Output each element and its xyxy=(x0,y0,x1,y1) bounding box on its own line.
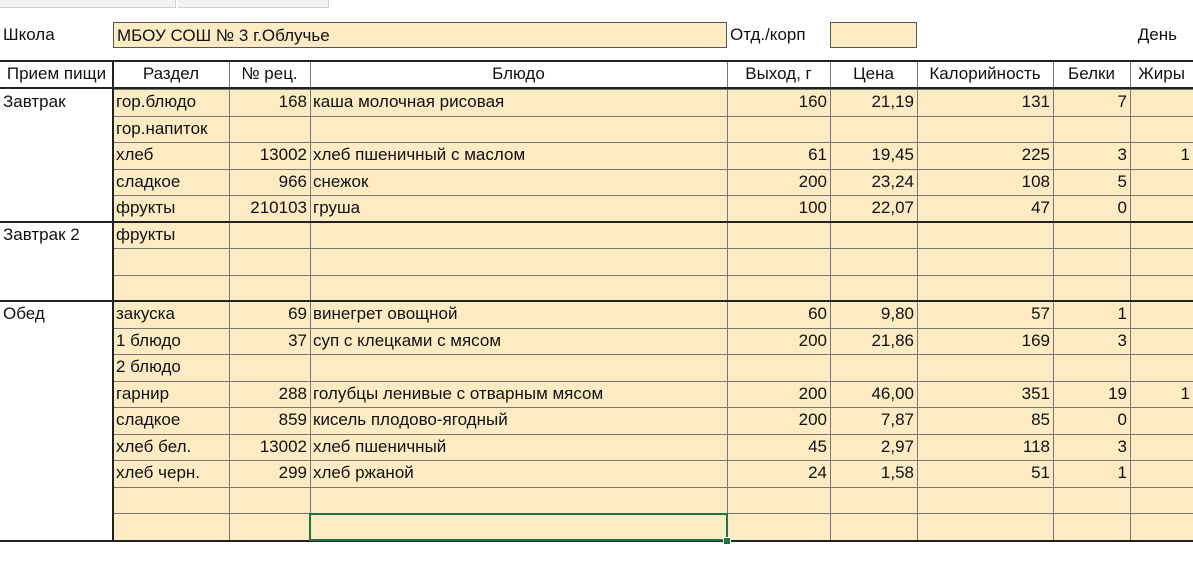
grid-line xyxy=(113,487,1193,488)
calories-cell[interactable]: 51 xyxy=(917,460,1053,487)
section-cell[interactable]: хлеб бел. xyxy=(113,434,229,461)
output-cell[interactable] xyxy=(727,354,830,381)
output-cell[interactable]: 45 xyxy=(727,434,830,461)
protein-cell[interactable]: 0 xyxy=(1053,195,1130,222)
section-cell[interactable]: фрукты xyxy=(113,195,229,222)
fat-cell[interactable] xyxy=(1130,407,1193,434)
border-line xyxy=(0,60,1193,62)
recipe-cell[interactable] xyxy=(229,248,310,275)
dish-cell[interactable]: суп с клецками с мясом xyxy=(310,328,727,355)
col-header-protein[interactable]: Белки xyxy=(1068,64,1115,83)
section-cell[interactable]: фрукты xyxy=(113,222,229,249)
fat-cell[interactable] xyxy=(1130,116,1193,143)
dish-cell[interactable]: хлеб пшеничный с маслом xyxy=(310,142,727,169)
border-line xyxy=(0,221,1193,223)
col-header-calories[interactable]: Калорийность xyxy=(929,64,1041,83)
recipe-cell[interactable] xyxy=(229,487,310,514)
grid-line xyxy=(113,328,1193,329)
output-cell[interactable] xyxy=(727,222,830,249)
protein-cell[interactable]: 3 xyxy=(1053,328,1130,355)
recipe-cell[interactable] xyxy=(229,275,310,302)
section-cell[interactable]: сладкое xyxy=(113,169,229,196)
price-cell[interactable] xyxy=(830,487,917,514)
recipe-cell[interactable]: 299 xyxy=(229,460,310,487)
price-cell[interactable]: 7,87 xyxy=(830,407,917,434)
recipe-cell[interactable]: 859 xyxy=(229,407,310,434)
output-cell[interactable] xyxy=(727,248,830,275)
calories-cell[interactable]: 351 xyxy=(917,381,1053,408)
price-cell[interactable] xyxy=(830,354,917,381)
calories-cell[interactable] xyxy=(917,116,1053,143)
section-cell[interactable]: 2 блюдо xyxy=(113,354,229,381)
price-cell[interactable]: 9,80 xyxy=(830,301,917,328)
fat-cell[interactable]: 1 xyxy=(1130,381,1193,408)
price-cell[interactable]: 19,45 xyxy=(830,142,917,169)
protein-cell[interactable] xyxy=(1053,116,1130,143)
calories-cell[interactable] xyxy=(917,354,1053,381)
output-cell[interactable]: 200 xyxy=(727,328,830,355)
protein-cell[interactable] xyxy=(1053,222,1130,249)
calories-cell[interactable] xyxy=(917,248,1053,275)
grid-line xyxy=(113,169,1193,170)
calories-cell[interactable]: 108 xyxy=(917,169,1053,196)
fat-cell[interactable] xyxy=(1130,195,1193,222)
recipe-cell[interactable]: 69 xyxy=(229,301,310,328)
dept-label: Отд./корп xyxy=(730,25,806,44)
section-cell[interactable]: гарнир xyxy=(113,381,229,408)
fat-cell[interactable] xyxy=(1130,222,1193,249)
output-cell[interactable]: 100 xyxy=(727,195,830,222)
dish-cell[interactable] xyxy=(310,248,727,275)
recipe-cell[interactable]: 13002 xyxy=(229,142,310,169)
protein-cell[interactable]: 5 xyxy=(1053,169,1130,196)
dish-cell[interactable]: каша молочная рисовая xyxy=(310,89,727,116)
recipe-cell[interactable] xyxy=(229,354,310,381)
dish-cell[interactable]: хлеб ржаной xyxy=(310,460,727,487)
protein-cell[interactable]: 3 xyxy=(1053,434,1130,461)
calories-cell[interactable]: 169 xyxy=(917,328,1053,355)
fat-cell[interactable] xyxy=(1130,434,1193,461)
grid-line xyxy=(113,460,1193,461)
dish-cell[interactable] xyxy=(310,487,727,514)
sheet-tab-strip xyxy=(0,0,1193,8)
section-cell[interactable]: сладкое xyxy=(113,407,229,434)
output-cell[interactable]: 200 xyxy=(727,381,830,408)
dish-cell[interactable] xyxy=(310,222,727,249)
price-cell[interactable] xyxy=(830,248,917,275)
fat-cell[interactable] xyxy=(1130,328,1193,355)
protein-cell[interactable]: 1 xyxy=(1053,301,1130,328)
fat-cell[interactable] xyxy=(1130,275,1193,302)
output-cell[interactable]: 200 xyxy=(727,407,830,434)
dept-value-cell[interactable] xyxy=(830,22,917,48)
grid-line xyxy=(113,195,1193,196)
dish-cell[interactable]: кисель плодово-ягодный xyxy=(310,407,727,434)
meal-label: Завтрак 2 xyxy=(3,224,80,244)
price-cell[interactable] xyxy=(830,222,917,249)
dish-cell[interactable]: снежок xyxy=(310,169,727,196)
grid-line xyxy=(113,407,1193,408)
fat-cell[interactable] xyxy=(1130,301,1193,328)
section-cell[interactable]: хлеб черн. xyxy=(113,460,229,487)
border-line xyxy=(0,87,1193,89)
col-header-output[interactable]: Выход, г xyxy=(745,64,812,83)
dish-cell[interactable]: груша xyxy=(310,195,727,222)
grid-line xyxy=(113,434,1193,435)
price-cell[interactable]: 21,19 xyxy=(830,89,917,116)
school-label: Школа xyxy=(3,25,55,44)
fill-handle[interactable] xyxy=(723,537,731,545)
section-cell[interactable]: закуска xyxy=(113,301,229,328)
recipe-cell[interactable] xyxy=(229,222,310,249)
protein-cell[interactable] xyxy=(1053,487,1130,514)
protein-cell[interactable] xyxy=(1053,513,1130,540)
grid-line xyxy=(113,275,1193,276)
grid-line xyxy=(113,142,1193,143)
price-cell[interactable] xyxy=(830,116,917,143)
section-cell[interactable] xyxy=(113,275,229,302)
calories-cell[interactable] xyxy=(917,222,1053,249)
calories-cell[interactable]: 57 xyxy=(917,301,1053,328)
recipe-cell[interactable]: 13002 xyxy=(229,434,310,461)
output-cell[interactable] xyxy=(727,513,830,540)
price-cell[interactable]: 23,24 xyxy=(830,169,917,196)
recipe-cell[interactable] xyxy=(229,513,310,540)
protein-cell[interactable] xyxy=(1053,248,1130,275)
output-cell[interactable] xyxy=(727,487,830,514)
fat-cell[interactable] xyxy=(1130,248,1193,275)
output-cell[interactable]: 61 xyxy=(727,142,830,169)
fat-cell[interactable] xyxy=(1130,354,1193,381)
calories-cell[interactable]: 225 xyxy=(917,142,1053,169)
tab-1[interactable] xyxy=(0,0,176,8)
border-line xyxy=(0,300,1193,302)
fat-cell[interactable] xyxy=(1130,169,1193,196)
dish-cell[interactable] xyxy=(310,354,727,381)
grid-line xyxy=(113,248,1193,249)
border-line xyxy=(112,61,114,540)
recipe-cell[interactable]: 168 xyxy=(229,89,310,116)
grid-line xyxy=(113,381,1193,382)
recipe-cell[interactable] xyxy=(229,116,310,143)
output-cell[interactable]: 160 xyxy=(727,89,830,116)
section-cell[interactable]: гор.блюдо xyxy=(113,89,229,116)
col-header-section[interactable]: Раздел xyxy=(142,64,200,83)
tab-2[interactable] xyxy=(178,0,329,8)
protein-cell[interactable]: 3 xyxy=(1053,142,1130,169)
calories-cell[interactable]: 131 xyxy=(917,89,1053,116)
output-cell[interactable]: 60 xyxy=(727,301,830,328)
protein-cell[interactable]: 1 xyxy=(1053,460,1130,487)
grid-line xyxy=(113,354,1193,355)
fat-cell[interactable] xyxy=(1130,513,1193,540)
school-value-cell[interactable]: МБОУ СОШ № 3 г.Облучье xyxy=(113,22,727,48)
protein-cell[interactable] xyxy=(1053,275,1130,302)
dish-cell[interactable] xyxy=(310,275,727,302)
section-cell[interactable] xyxy=(113,487,229,514)
section-cell[interactable]: хлеб xyxy=(113,142,229,169)
dish-cell[interactable]: хлеб пшеничный xyxy=(310,434,727,461)
section-cell[interactable]: гор.напиток xyxy=(113,116,229,143)
fat-cell[interactable] xyxy=(1130,460,1193,487)
fat-cell[interactable] xyxy=(1130,89,1193,116)
recipe-cell[interactable]: 966 xyxy=(229,169,310,196)
grid-line xyxy=(113,116,1193,117)
recipe-cell[interactable]: 288 xyxy=(229,381,310,408)
output-cell[interactable] xyxy=(727,116,830,143)
meal-label: Завтрак xyxy=(3,92,66,111)
output-cell[interactable] xyxy=(727,275,830,302)
col-header-meal[interactable]: Прием пищи xyxy=(6,64,107,83)
col-header-fat[interactable]: Жиры xyxy=(1138,64,1185,83)
calories-cell[interactable] xyxy=(917,513,1053,540)
price-cell[interactable]: 46,00 xyxy=(830,381,917,408)
output-cell[interactable]: 200 xyxy=(727,169,830,196)
protein-cell[interactable]: 7 xyxy=(1053,89,1130,116)
calories-cell[interactable]: 47 xyxy=(917,195,1053,222)
calories-cell[interactable] xyxy=(917,275,1053,302)
section-cell[interactable] xyxy=(113,513,229,540)
meal-label: Обед xyxy=(3,304,45,323)
calories-cell[interactable]: 118 xyxy=(917,434,1053,461)
dish-cell[interactable]: голубцы ленивые с отварным мясом xyxy=(310,381,727,408)
section-cell[interactable]: 1 блюдо xyxy=(113,328,229,355)
protein-cell[interactable] xyxy=(1053,354,1130,381)
col-header-price[interactable]: Цена xyxy=(853,64,894,83)
protein-cell[interactable]: 0 xyxy=(1053,407,1130,434)
recipe-cell[interactable]: 210103 xyxy=(229,195,310,222)
price-cell[interactable] xyxy=(830,513,917,540)
price-cell[interactable]: 22,07 xyxy=(830,195,917,222)
protein-cell[interactable]: 19 xyxy=(1053,381,1130,408)
col-header-recipe[interactable]: № рец. xyxy=(241,64,298,83)
fat-cell[interactable]: 1 xyxy=(1130,142,1193,169)
recipe-cell[interactable]: 37 xyxy=(229,328,310,355)
selected-cell-outline xyxy=(309,513,728,541)
output-cell[interactable]: 24 xyxy=(727,460,830,487)
price-cell[interactable]: 1,58 xyxy=(830,460,917,487)
grid-line xyxy=(113,89,1193,90)
day-label: День xyxy=(1137,25,1177,44)
price-cell[interactable]: 2,97 xyxy=(830,434,917,461)
section-cell[interactable] xyxy=(113,248,229,275)
price-cell[interactable]: 21,86 xyxy=(830,328,917,355)
dish-cell[interactable]: винегрет овощной xyxy=(310,301,727,328)
calories-cell[interactable]: 85 xyxy=(917,407,1053,434)
col-header-dish[interactable]: Блюдо xyxy=(492,64,545,83)
calories-cell[interactable] xyxy=(917,487,1053,514)
fat-cell[interactable] xyxy=(1130,487,1193,514)
dish-cell[interactable] xyxy=(310,116,727,143)
price-cell[interactable] xyxy=(830,275,917,302)
